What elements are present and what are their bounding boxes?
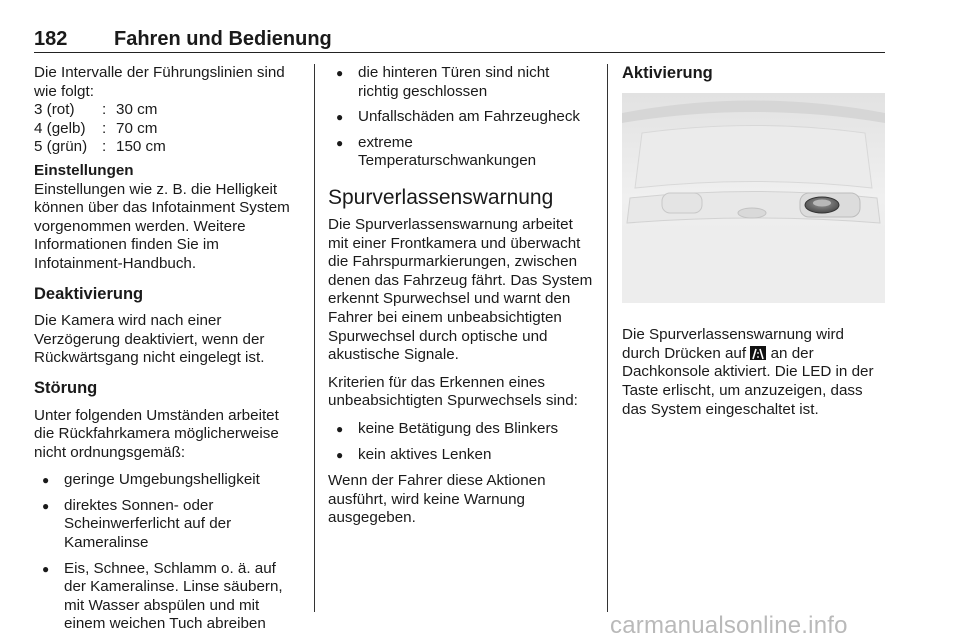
list-item: ● geringe Umgebungshelligkeit xyxy=(34,471,300,490)
interval-label: 3 (rot) xyxy=(34,101,75,119)
column-divider-1 xyxy=(314,64,315,612)
intervals-intro: Die Intervalle der Führungslinien sind wie folgt: xyxy=(34,64,285,100)
column-divider-2 xyxy=(607,64,608,612)
activation-text-after: an der Dachkonsole aktiviert. Die LED in der Taste erlischt, um anzuzeigen, dass das System eingeschaltet ist. xyxy=(622,344,874,418)
column-2 xyxy=(328,64,594,528)
interval-value: 70 cm xyxy=(116,119,158,137)
fault-list xyxy=(34,471,300,634)
activation-text xyxy=(622,326,885,419)
interval-value: 30 cm xyxy=(116,101,158,119)
deactivation-heading: Deaktivierung xyxy=(34,284,144,303)
interval-sep: : xyxy=(102,101,107,119)
watermark: carmanualsonline.info xyxy=(610,612,848,639)
settings-text: Einstellungen wie z. B. die Helligkeit können über das Infotainment System vorgenommen werden. Weitere Informationen finden Sie im Infotainment-Handbuch. xyxy=(34,180,290,272)
lane-warning-heading: Spurverlassenswarnung xyxy=(328,185,554,209)
activation-text-before: Die Spurverlassenswarnung wird durch Drücken auf xyxy=(622,326,845,362)
list-item: ● Eis, Schnee, Schlamm o. ä. auf der Kameralinse. Linse säubern, mit Wasser abspülen und mit einem weichen Tuch abreiben xyxy=(34,560,300,634)
activation-heading: Aktivierung xyxy=(622,64,713,82)
interval-row xyxy=(34,120,300,139)
column-3 xyxy=(622,64,885,419)
interval-sep: : xyxy=(102,119,107,137)
interval-label: 4 (gelb) xyxy=(34,119,86,137)
settings-heading: Einstellungen xyxy=(34,161,134,179)
list-item: ● extreme Temperaturschwankungen xyxy=(328,134,594,171)
criteria-list xyxy=(328,420,594,464)
criteria-intro: Kriterien für das Erkennen eines unbeabsichtigten Spurwechsels sind: xyxy=(328,373,578,410)
column-1 xyxy=(34,64,300,642)
chapter-title: Fahren und Bedienung xyxy=(114,28,332,50)
roof-console-photo xyxy=(622,93,885,303)
interval-list xyxy=(34,101,300,157)
list-item: ● die hinteren Türen sind nicht richtig geschlossen xyxy=(328,64,594,101)
interval-row xyxy=(34,138,300,157)
page-header xyxy=(34,26,885,53)
interval-label: 5 (grün) xyxy=(34,138,88,156)
interval-row xyxy=(34,101,300,120)
fault-intro: Unter folgenden Umständen arbeitet die Rückfahrkamera möglicherweise nicht ordnungsgemäß: xyxy=(34,406,279,461)
page-number: 182 xyxy=(34,28,68,50)
list-item: ● Unfallschäden am Fahrzeugheck xyxy=(328,108,594,127)
interval-sep: : xyxy=(102,138,107,156)
lane-departure-icon xyxy=(750,346,766,360)
list-item: ● kein aktives Lenken xyxy=(328,446,594,465)
fault-heading: Störung xyxy=(34,378,98,397)
list-item: ● keine Betätigung des Blinkers xyxy=(328,420,594,439)
interval-value: 150 cm xyxy=(116,138,166,156)
lane-warning-intro: Die Spurverlassenswarnung arbeitet mit einer Frontkamera und überwacht die Fahrspurmarkierungen, zwischen denen das Fahrzeug fährt. Das System erkennt Spurwechsel und warnt den Fahrer bei einem unbeabsichtigten Spurwechsel durch optische und akustische Signale. xyxy=(328,215,593,364)
lane-warning-outro: Wenn der Fahrer diese Aktionen ausführt, wird keine Warnung ausgegeben. xyxy=(328,472,546,527)
fault-list-continued xyxy=(328,64,594,171)
deactivation-text: Die Kamera wird nach einer Verzögerung deaktiviert, wenn der Rückwärtsgang nicht eingelegt ist. xyxy=(34,312,265,367)
list-item: ● direktes Sonnen- oder Scheinwerferlicht auf der Kameralinse xyxy=(34,497,300,553)
